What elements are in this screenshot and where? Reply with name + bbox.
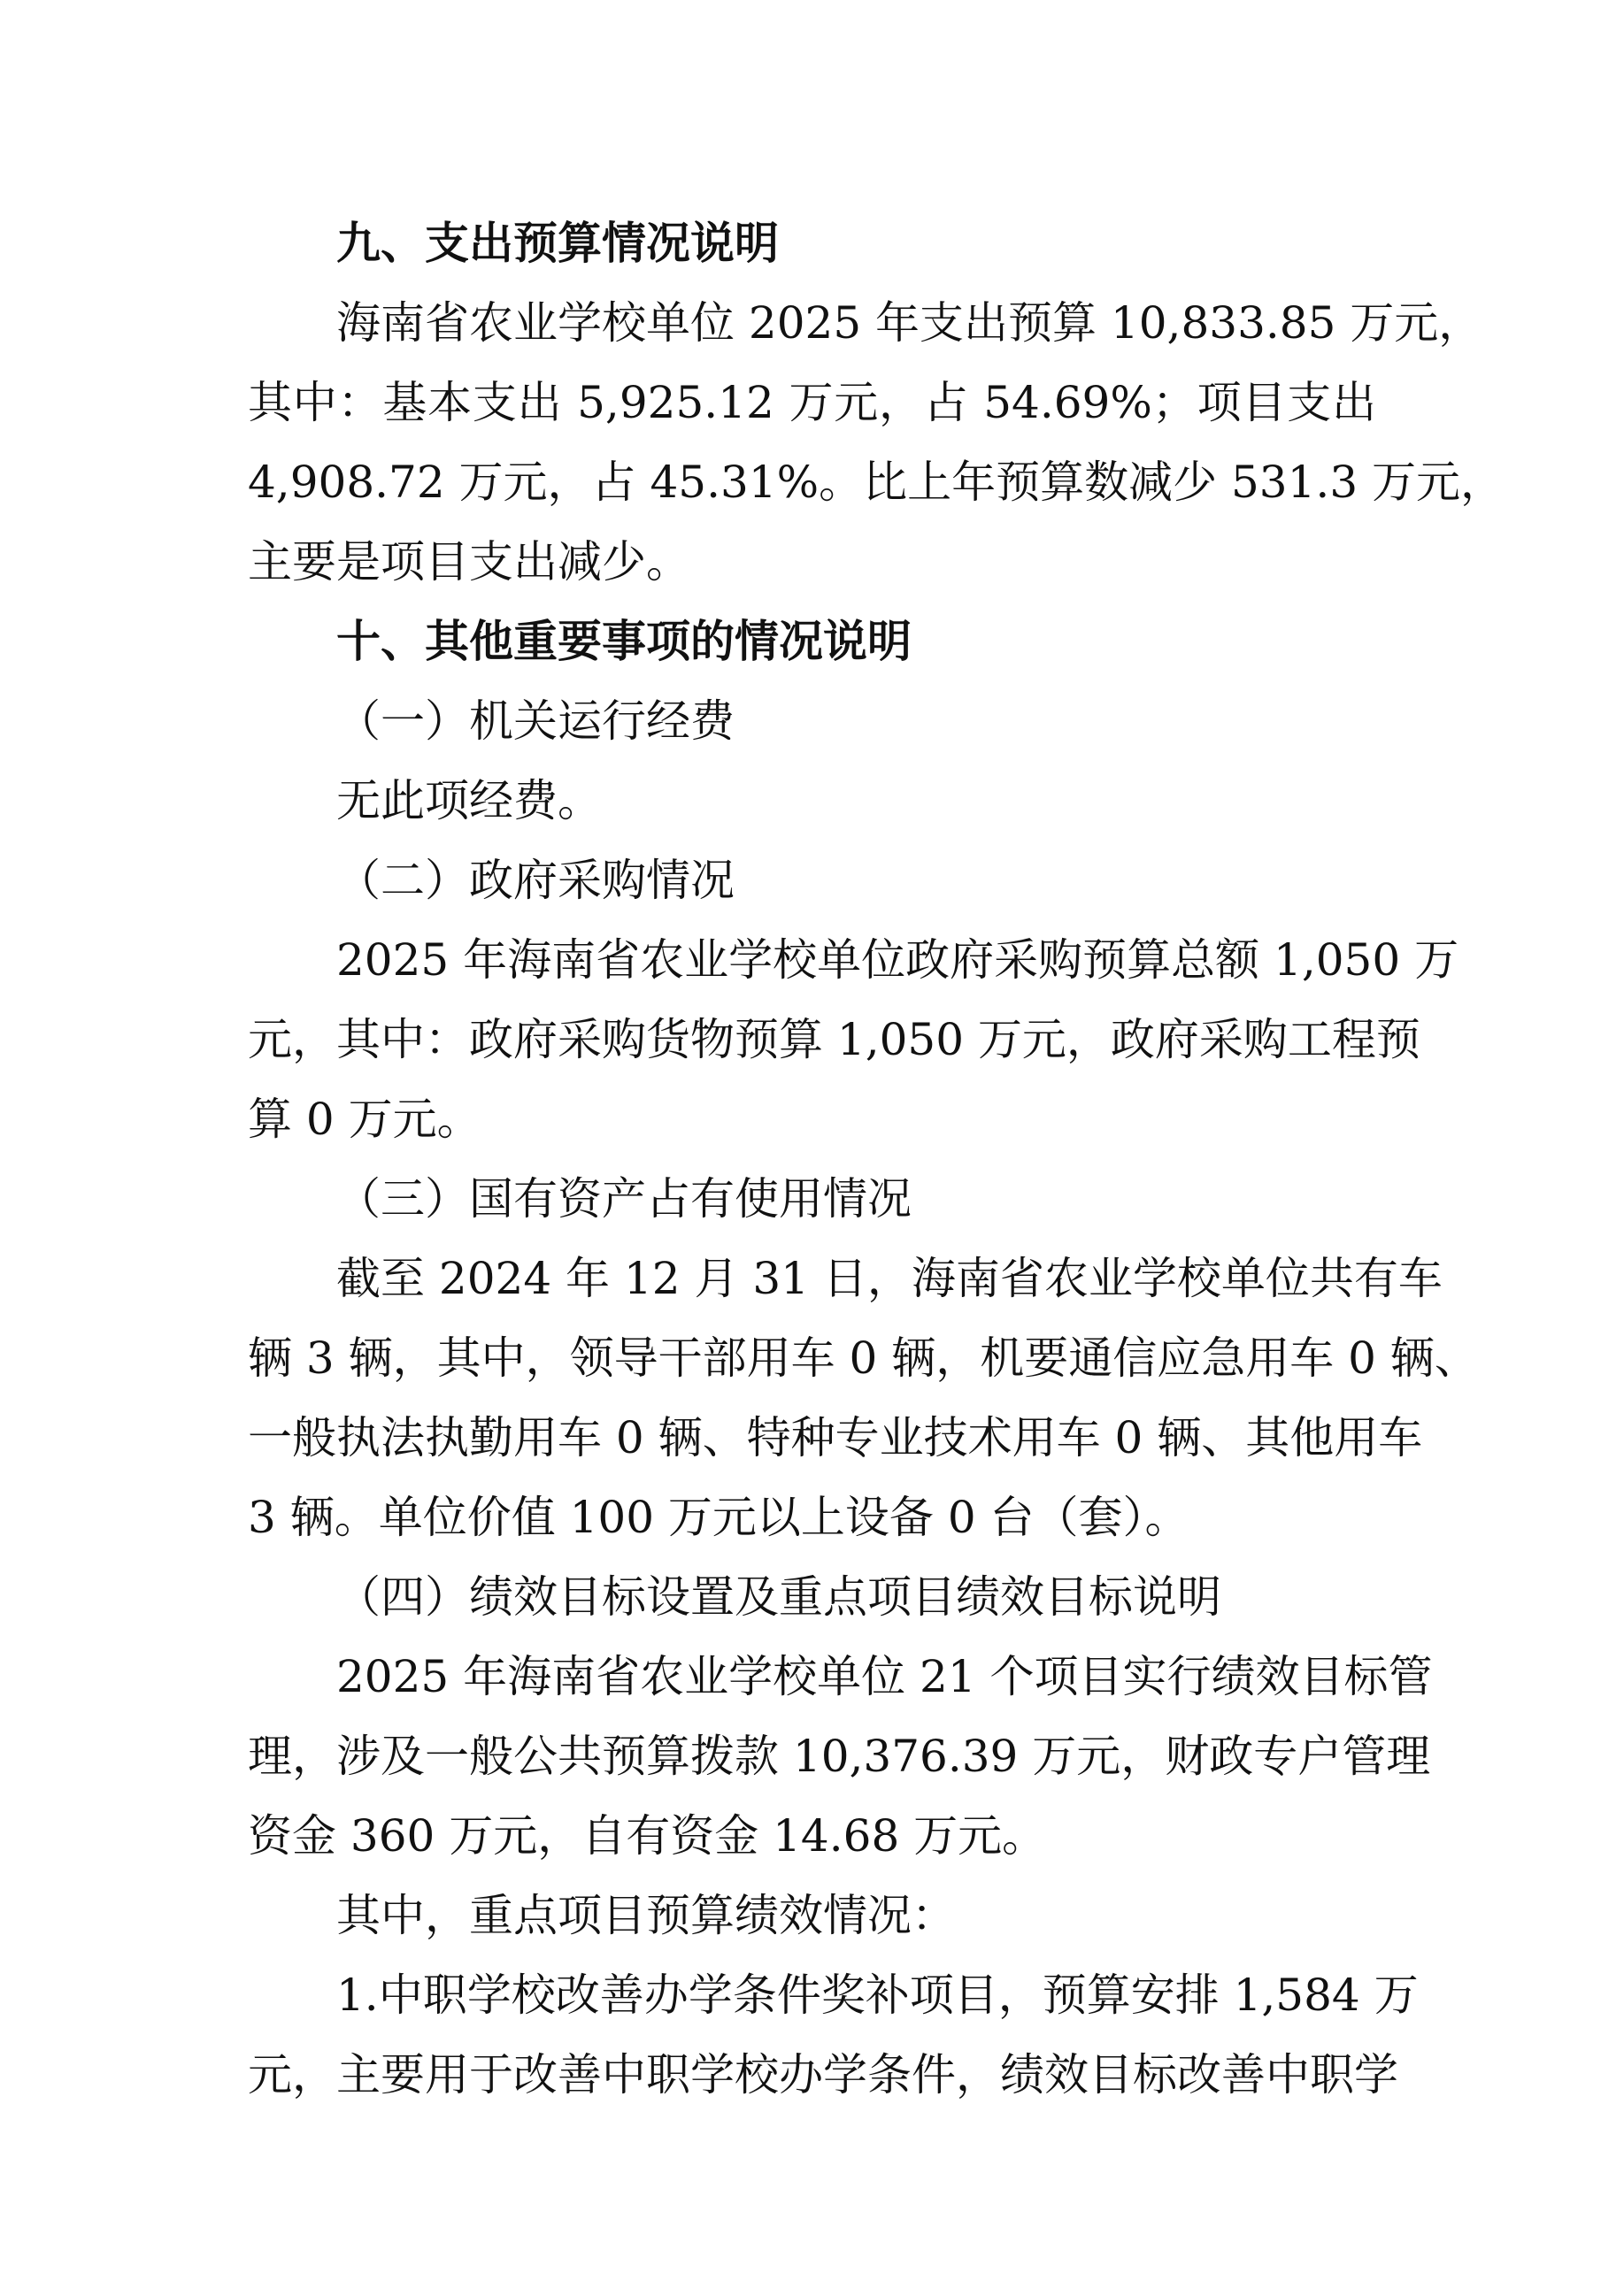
paragraph-line: 3 辆。单位价值 100 万元以上设备 0 台（套）。 [248, 1492, 1189, 1543]
paragraph-line: 截至 2024 年 12 月 31 日，海南省农业学校单位共有车 [336, 1253, 1443, 1304]
subsection-1-heading: （一）机关运行经费 [336, 695, 735, 747]
paragraph-line: 4,908.72 万元，占 45.31%。比上年预算数减少 531.3 万元， [248, 457, 1505, 508]
subsection-3-heading: （三）国有资产占有使用情况 [336, 1173, 912, 1225]
paragraph-line: 一般执法执勤用车 0 辆、特种专业技术用车 0 辆、其他用车 [248, 1412, 1423, 1463]
paragraph-line: 算 0 万元。 [248, 1094, 481, 1145]
paragraph-line: 元，主要用于改善中职学校办学条件，绩效目标改善中职学 [248, 2049, 1398, 2100]
section-10-heading: 十、其他重要事项的情况说明 [336, 616, 912, 667]
paragraph-line: 其中：基本支出 5,925.12 万元，占 54.69%；项目支出 [248, 377, 1376, 428]
section-9-heading: 九、支出预算情况说明 [336, 218, 779, 269]
paragraph-line: 主要是项目支出减少。 [248, 536, 690, 587]
paragraph-line: 2025 年海南省农业学校单位 21 个项目实行绩效目标管 [336, 1651, 1433, 1702]
paragraph-line: 辆 3 辆，其中，领导干部用车 0 辆，机要通信应急用车 0 辆、 [248, 1332, 1479, 1384]
subsection-4-heading: （四）绩效目标设置及重点项目绩效目标说明 [336, 1571, 1221, 1623]
paragraph-line: 资金 360 万元，自有资金 14.68 万元。 [248, 1810, 1047, 1862]
paragraph-line: 元，其中：政府采购货物预算 1,050 万元，政府采购工程预 [248, 1014, 1420, 1065]
subsection-2-heading: （二）政府采购情况 [336, 855, 735, 906]
paragraph-line: 其中，重点项目预算绩效情况： [336, 1890, 956, 1941]
paragraph-line: 理，涉及一般公共预算拨款 10,376.39 万元，财政专户管理 [248, 1731, 1431, 1782]
paragraph-line: 2025 年海南省农业学校单位政府采购预算总额 1,050 万 [336, 934, 1459, 986]
paragraph-line: 无此项经费。 [336, 775, 602, 826]
paragraph-line: 1.中职学校改善办学条件奖补项目，预算安排 1,584 万 [336, 1970, 1419, 2021]
paragraph-line: 海南省农业学校单位 2025 年支出预算 10,833.85 万元， [336, 297, 1483, 349]
